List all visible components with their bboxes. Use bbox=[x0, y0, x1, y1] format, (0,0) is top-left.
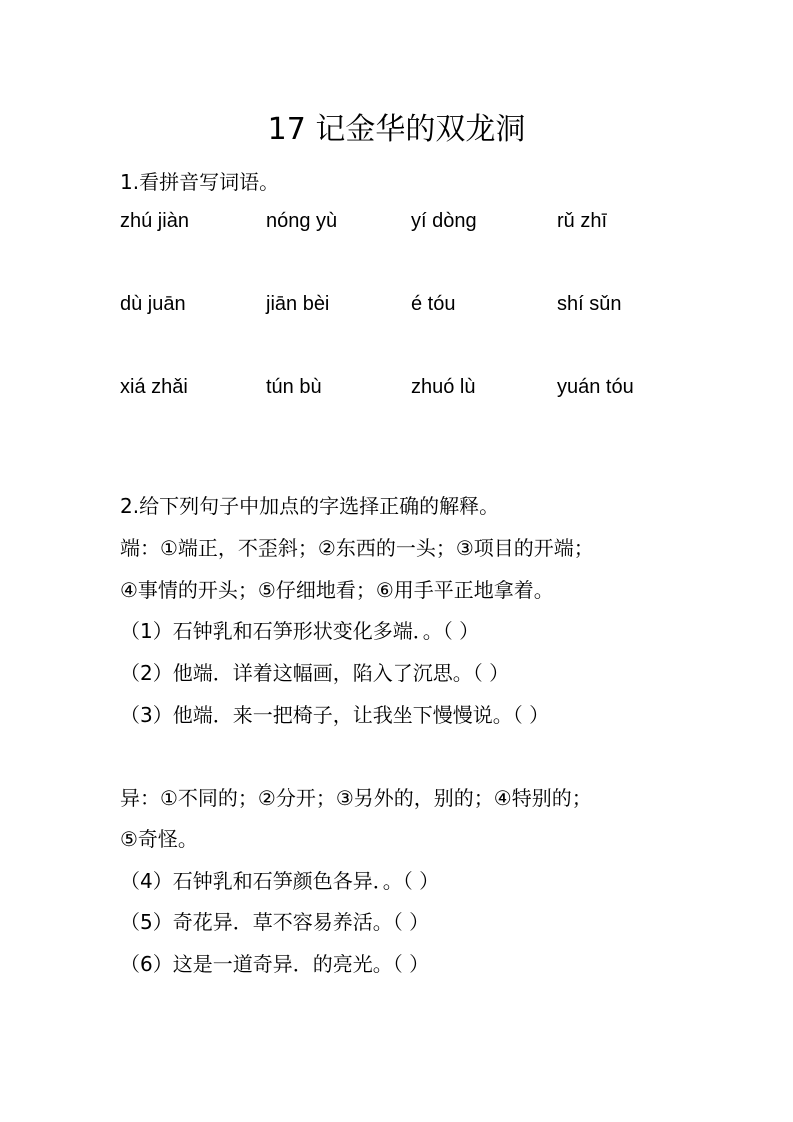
pinyin-item: tún bù bbox=[266, 376, 322, 398]
pinyin-item: xiá zhǎi bbox=[120, 376, 188, 398]
question-5: （5）奇花异．草不容易养活。（ ） bbox=[120, 910, 430, 934]
pinyin-item: jiān bèi bbox=[266, 293, 330, 315]
pinyin-row-1 bbox=[0, 207, 793, 235]
pinyin-item: yuán tóu bbox=[557, 376, 634, 398]
pinyin-item: nónɡ yù bbox=[266, 210, 338, 232]
pinyin-item: shí sǔn bbox=[557, 293, 622, 315]
question-3: （3）他端．来一把椅子，让我坐下慢慢说。（ ） bbox=[120, 703, 550, 727]
pinyin-item: zhú jiàn bbox=[120, 210, 189, 232]
duan-definitions-line-1: 端：①端正，不歪斜；②东西的一头；③项目的开端； bbox=[120, 536, 594, 560]
page-title: 17 记金华的双龙洞 bbox=[267, 112, 526, 147]
section2-heading: 2.给下列句子中加点的字选择正确的解释。 bbox=[120, 494, 500, 518]
question-4: （4）石钟乳和石笋颜色各异．。（ ） bbox=[120, 869, 440, 893]
pinyin-item: dù juān bbox=[120, 293, 186, 315]
yi-definitions-line-2: ⑤奇怪。 bbox=[120, 827, 198, 851]
duan-definitions-line-2: ④事情的开头；⑤仔细地看；⑥用手平正地拿着。 bbox=[120, 578, 554, 602]
pinyin-item: zhuó lù bbox=[411, 376, 476, 398]
yi-definitions-line-1: 异：①不同的；②分开；③另外的，别的；④特别的； bbox=[120, 786, 592, 810]
pinyin-item: rǔ zhī bbox=[557, 210, 608, 232]
pinyin-item: yí dònɡ bbox=[411, 210, 477, 232]
pinyin-item: é tóu bbox=[411, 293, 456, 315]
question-2: （2）他端．详着这幅画，陷入了沉思。（ ） bbox=[120, 661, 510, 685]
pinyin-row-3 bbox=[0, 373, 793, 401]
section1-heading: 1.看拼音写词语。 bbox=[120, 170, 280, 194]
question-6: （6）这是一道奇异．的亮光。（ ） bbox=[120, 952, 430, 976]
pinyin-row-2 bbox=[0, 290, 793, 318]
question-1: （1）石钟乳和石笋形状变化多端．。（ ） bbox=[120, 619, 480, 643]
